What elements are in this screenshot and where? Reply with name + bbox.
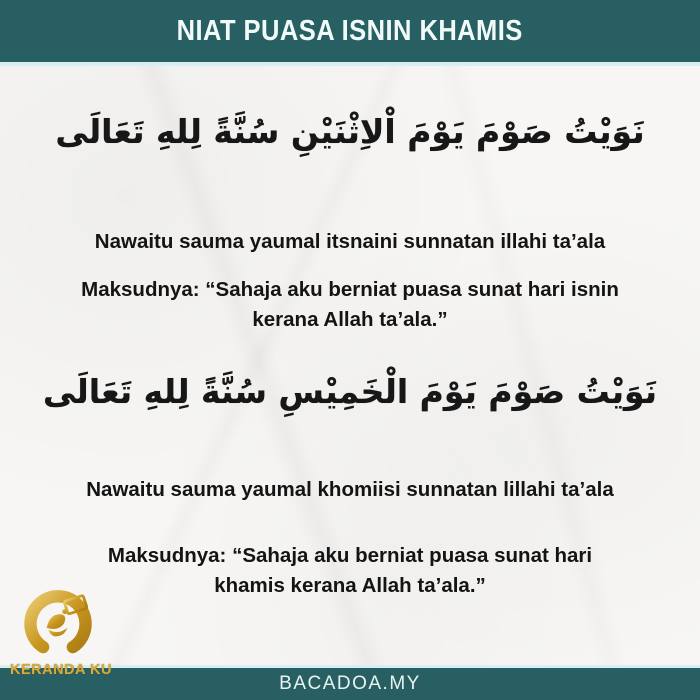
meaning-thursday-text: Maksudnya: “Sahaja aku berniat puasa sunat hari khamis kerana Allah ta’ala.” <box>107 544 593 597</box>
meaning-monday-text: Maksudnya: “Sahaja aku berniat puasa sunat hari isnin kerana Allah ta’ala.” <box>81 278 619 331</box>
brand-name-label: KERANDA KU <box>10 662 112 678</box>
page-title: NIAT PUASA ISNIN KHAMIS <box>176 14 524 47</box>
header-bar <box>0 0 700 66</box>
website-label: BACADOA.MY <box>279 673 421 694</box>
transliteration-thursday: Nawaitu sauma yaumal khomiisi sunnatan lillahi ta’ala <box>86 478 614 501</box>
keranda-ku-logo-icon <box>20 584 96 660</box>
transliteration-monday: Nawaitu sauma yaumal itsnaini sunnatan illahi ta’ala <box>94 230 606 253</box>
brand-logo <box>10 584 140 678</box>
arabic-niat-monday: نَوَيْتُ صَوْمَ يَوْمَ اْلاِثْنَيْنِ سُنَّةً لِلهِ تَعَالَى <box>55 112 645 151</box>
arabic-niat-thursday: نَوَيْتُ صَوْمَ يَوْمَ الْخَمِيْسِ سُنَّةً لِلهِ تَعَالَى <box>42 372 658 411</box>
meaning-monday <box>0 275 700 335</box>
